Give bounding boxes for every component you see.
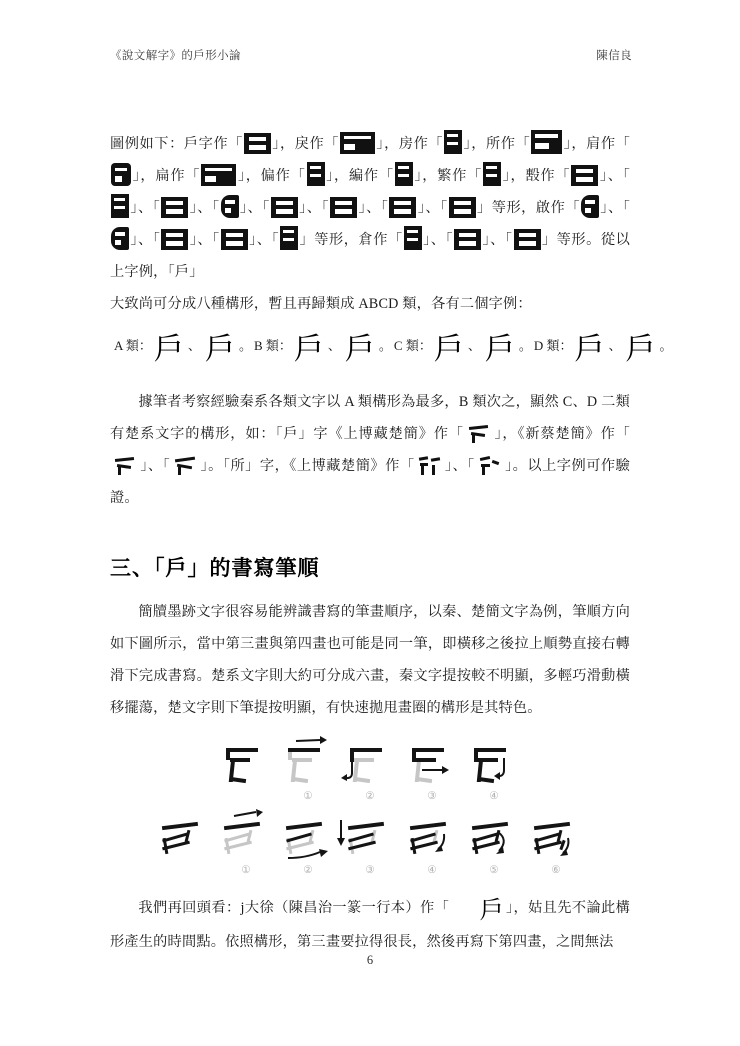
seal-glyph-ji-8 [449, 197, 476, 218]
text-run: 」。「所」字，《上博藏楚簡》作「 [200, 458, 415, 474]
text-run: 」、「 [482, 232, 513, 248]
glyph-art [528, 812, 584, 864]
text-run: 」、「 [358, 200, 389, 216]
seal-glyph-ji-7 [389, 197, 416, 218]
paragraph-stroke-order-description: 簡牘墨跡文字很容易能辨識書寫的筆畫順序，以秦、楚簡文字為例，筆順方向如下圖所示，當中第三畫與第四畫也可能是同一筆，即橫移之後拉上順勢直接右轉滑下完成書寫。楚系文字則大約可分成六畫，秦文字提按較不明顯，多輕巧滑動橫移擺蕩，楚文字則下筆提按明顯，有快速拋甩畫圈的構形是其特色。 [110, 604, 630, 716]
step-number: ③ [365, 865, 375, 876]
step-number: ④ [427, 865, 437, 876]
seal-glyph-qi-4 [221, 229, 248, 250]
spacer [110, 366, 630, 386]
header-title-left: 《說文解字》的戶形小論 [110, 50, 241, 62]
abcd-label-a: A 類： [114, 338, 152, 353]
spacer [110, 878, 630, 892]
stroke-cell-step-1 [280, 738, 336, 804]
text-run: 」、「 [599, 168, 631, 184]
abcd-glyph-c1: 戶 [433, 333, 464, 366]
running-header [110, 47, 632, 63]
abcd-glyph-d1: 戶 [574, 333, 605, 366]
abcd-label-d: D 類： [533, 338, 573, 353]
seal-glyph-pian [307, 162, 325, 186]
page-number: 6 [366, 953, 374, 967]
seal-glyph-ji-4 [221, 195, 239, 218]
seal-glyph-li [340, 132, 375, 154]
seal-glyph-fang [444, 130, 462, 154]
glyph-art [466, 738, 522, 790]
seal-glyph-hu-1 [244, 133, 271, 154]
text-run: 」等形，倉作「 [299, 232, 403, 248]
text-run: 」、「 [248, 232, 280, 248]
text-run: 」等形。從以上字例，「戶」 [110, 232, 630, 280]
text-run: 」、「 [130, 200, 161, 216]
seal-glyph-ji-3 [161, 197, 188, 218]
abcd-separator: 、 [187, 338, 201, 353]
glyph-art [404, 738, 460, 790]
abcd-label-c: C 類： [393, 338, 432, 353]
text-run: 據筆者考察經驗秦系各類文字以 A 類構形為最多，B 類次之，顯然 C、D 二類有楚系文字的構形，如：「戶」字《上博藏楚簡》作「 [110, 394, 630, 442]
seal-glyph-ji-6 [330, 197, 357, 218]
glyph-art [218, 812, 274, 864]
spacer [110, 724, 630, 738]
step-number-blank [156, 864, 212, 878]
text-run: 」，戾作「 [271, 136, 340, 152]
seal-glyph-bian-2 [395, 162, 413, 186]
seal-glyph-cang-2 [454, 229, 481, 250]
stroke-row-qin [110, 738, 630, 804]
paragraph-classification-intro: 大致尚可分成八種構形，暫且再歸類成 ABCD 類，各有二個字例： [110, 296, 532, 312]
abcd-glyph-a1: 戶 [153, 333, 184, 366]
abcd-terminator: 。 [378, 338, 392, 353]
abcd-glyph-d2: 戶 [625, 333, 656, 366]
glyph-art [280, 738, 336, 790]
brush-glyph-hu-shangbo [466, 421, 492, 445]
seal-glyph-cang-3 [514, 229, 541, 250]
glyph-art [280, 812, 336, 864]
stroke-cell-reference [218, 738, 274, 804]
seal-glyph-suo [531, 130, 562, 154]
text-run: 圖例如下：戶字作「 [110, 136, 243, 152]
text-run: 」、「 [140, 458, 171, 474]
text-run: 」、「 [130, 232, 161, 248]
abcd-label-b: B 類： [253, 338, 292, 353]
abcd-terminator: 。 [659, 338, 673, 353]
abcd-terminator: 。 [518, 338, 532, 353]
figure-chu-stroke-order [110, 812, 630, 878]
stroke-row-chu [110, 812, 630, 878]
body-text-area [110, 128, 673, 958]
abcd-separator: 、 [608, 338, 622, 353]
text-run: 」、「 [444, 458, 475, 474]
spacer [110, 514, 630, 552]
section-heading: 三、「戶」的書寫筆順 [110, 557, 320, 580]
seal-glyph-jian [111, 163, 131, 186]
stroke-cell-step-4 [466, 738, 522, 804]
step-number: ⑤ [489, 865, 499, 876]
step-number: ② [303, 865, 313, 876]
text-run: 」，扁作「 [132, 168, 201, 184]
stroke-cell-step-3 [404, 738, 460, 804]
seal-glyph-qi-5 [280, 226, 298, 250]
abcd-separator: 、 [327, 338, 341, 353]
step-number: ① [303, 791, 313, 802]
stroke-cell-step-2 [342, 738, 398, 804]
spacer [110, 804, 630, 812]
text-run: 」、「 [417, 200, 448, 216]
seal-glyph-fan [483, 162, 501, 186]
step-number: ③ [427, 791, 437, 802]
text-run: 」、「 [189, 232, 220, 248]
stroke-cell-step-6 [528, 812, 584, 878]
stroke-cell-step-3 [342, 812, 398, 878]
text-run: 」、「 [298, 200, 330, 216]
abcd-glyph-b1: 戶 [293, 333, 324, 366]
glyph-art [218, 738, 274, 790]
text-run: 」，偏作「 [237, 168, 306, 184]
paragraph-closing [110, 892, 630, 958]
seal-glyph-bian-1 [201, 164, 236, 186]
text-run: 」、「 [239, 200, 270, 216]
text-run: 」，房作「 [376, 136, 444, 152]
text-run: 我們再回頭看：j大徐（陳昌治一篆一行本）作「 [138, 900, 450, 916]
step-number-blank [218, 790, 274, 804]
text-run: 」，所作「 [463, 136, 531, 152]
abcd-glyph-a2: 戶 [204, 333, 235, 366]
text-run: 」、「 [600, 200, 630, 216]
paragraph-chu-system [110, 386, 630, 514]
brush-glyph-suo-shangbo-2 [477, 453, 503, 477]
seal-glyph-qi-1 [581, 195, 599, 218]
glyph-art [466, 812, 522, 864]
step-number: ⑥ [551, 865, 561, 876]
stroke-cell-step-1 [218, 812, 274, 878]
abcd-example-row [110, 326, 673, 366]
step-number: ② [365, 791, 375, 802]
glyph-art [342, 812, 398, 864]
glyph-art [156, 812, 212, 864]
stroke-cell-reference [156, 812, 212, 878]
spacer [110, 582, 630, 596]
text-run: 」、「 [422, 232, 454, 248]
brush-glyph-hu-xincai-2 [172, 453, 198, 477]
stroke-cell-step-4 [404, 812, 460, 878]
text-run: 」、「 [189, 200, 220, 216]
text-run: 」等形，啟作「 [476, 200, 581, 216]
seal-glyph-ji-5 [271, 197, 298, 218]
glyph-art [404, 812, 460, 864]
brush-glyph-suo-shangbo-1 [417, 453, 443, 477]
stroke-cell-step-5 [466, 812, 522, 878]
seal-glyph-cang-1 [404, 226, 422, 250]
seal-glyph-ji-2 [111, 194, 129, 218]
step-number: ④ [489, 791, 499, 802]
abcd-glyph-c2: 戶 [484, 333, 515, 366]
abcd-terminator: 。 [238, 338, 252, 353]
text-run: 」，姑且先不論此構形產生的時間點。依照構形，第三畫要拉得很長，然後再寫下第四畫，之間無法 [110, 900, 631, 950]
step-number: ① [241, 865, 251, 876]
seal-glyph-qi-3 [161, 229, 188, 250]
text-run: 」，《新蔡楚簡》作「 [493, 426, 630, 442]
text-run: 」。以上字例可作驗證。 [110, 458, 631, 506]
abcd-glyph-b2: 戶 [344, 333, 375, 366]
inline-glyph-hu-daxu: 戶 [479, 898, 504, 924]
text-run: 」，編作「 [325, 168, 394, 184]
text-run: 」，繁作「 [413, 168, 483, 184]
text-run: 」，毄作「 [502, 168, 571, 184]
header-author-right: 陳信良 [596, 50, 632, 62]
seal-glyph-ji-1 [571, 165, 598, 186]
abcd-separator: 、 [467, 338, 481, 353]
glyph-art [342, 738, 398, 790]
text-run: 」，肩作「 [563, 136, 631, 152]
figure-qin-stroke-order [110, 738, 630, 804]
stroke-cell-step-2 [280, 812, 336, 878]
paragraph-examples [110, 128, 630, 288]
brush-glyph-hu-xincai-1 [112, 453, 138, 477]
seal-glyph-qi-2 [111, 227, 129, 250]
